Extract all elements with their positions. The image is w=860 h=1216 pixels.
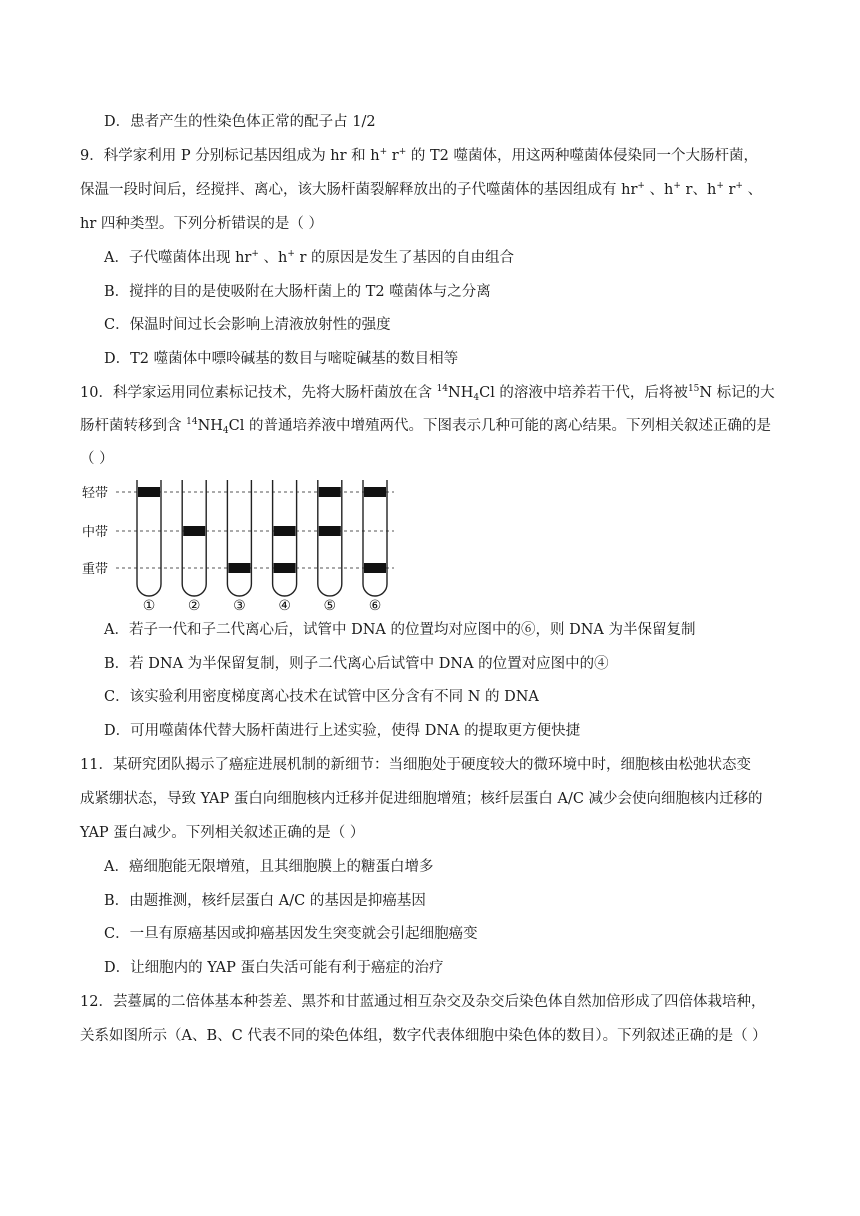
q11-option-d: D．让细胞内的 YAP 蛋白失活可能有利于癌症的治疗	[104, 960, 444, 976]
band-label-middle: 中带	[82, 525, 109, 540]
tube-label: ④	[278, 598, 291, 614]
q9-option-d: D．T2 噬菌体中嘌呤碱基的数目与嘧啶碱基的数目相等	[104, 351, 459, 367]
q9-stem-line-1: 9．科学家利用 P 分别标记基因组成为 hr 和 h+ r+ 的 T2 噬菌体，用这两种噬菌体侵染同一个大肠杆菌，	[80, 147, 759, 164]
q10-stem-line-3: （ ）	[80, 451, 114, 467]
centrifuge-tubes-figure	[80, 476, 410, 616]
q12-stem-line-1: 12．芸薹属的二倍体基本种荟差、黑芥和甘蓝通过相互杂交及杂交后染色体自然加倍形成了四倍体栽培种，	[80, 994, 766, 1010]
tube-6	[363, 480, 387, 614]
dna-band-light	[364, 487, 386, 497]
tube-label: ②	[187, 598, 201, 614]
band-labels	[82, 485, 108, 577]
tube-1	[137, 480, 161, 614]
q8-option-d: D．患者产生的性染色体正常的配子占 1/2	[104, 114, 376, 130]
tube-outline	[273, 480, 297, 596]
tube-2	[182, 480, 206, 614]
q11-stem-line-3: YAP 蛋白减少。下列相关叙述正确的是（ ）	[80, 825, 365, 841]
q11-stem-line-1: 11．某研究团队揭示了癌症进展机制的新细节：当细胞处于硬度较大的微环境中时，细胞核由松弛状态变	[80, 757, 751, 773]
tube-5	[318, 480, 342, 614]
q9-option-b: B．搅拌的目的是使吸附在大肠杆菌上的 T2 噬菌体与之分离	[104, 284, 491, 300]
q9-stem-line-3: hr 四种类型。下列分析错误的是（ ）	[80, 216, 323, 232]
q10-option-d: D．可用噬菌体代替大肠杆菌进行上述实验，使得 DNA 的提取更方便快捷	[104, 723, 581, 739]
dna-band-light	[319, 487, 341, 497]
q11-option-a: A．癌细胞能无限增殖，且其细胞膜上的糖蛋白增多	[104, 859, 434, 875]
q10-stem-line-2: 肠杆菌转移到含 $^{14}NH_4Cl$ 的普通培养液中增殖两代。下图表示几种可能的离心结果。下列相关叙述正确的是	[80, 417, 771, 436]
band-label-light: 轻带	[82, 486, 109, 501]
q10-option-c: C．该实验利用密度梯度离心技术在试管中区分含有不同 N 的 DNA	[104, 689, 539, 705]
tube-outline	[363, 480, 387, 596]
band-guide-lines	[116, 492, 394, 568]
dna-band-middle	[319, 526, 341, 536]
tube-outline	[318, 480, 342, 596]
dna-band-light	[138, 487, 160, 497]
q10-option-b: B．若 DNA 为半保留复制，则子二代离心后试管中 DNA 的位置对应图中的④	[104, 656, 609, 672]
q11-stem-line-2: 成紧绷状态，导致 YAP 蛋白向细胞核内迁移并促进细胞增殖；核纤层蛋白 A/C 减少会使向细胞核内迁移的	[80, 791, 763, 807]
tube-outline	[182, 480, 206, 596]
tube-label: ⑥	[368, 598, 382, 614]
band-label-heavy: 重带	[82, 562, 109, 577]
q10-option-a: A．若子一代和子二代离心后，试管中 DNA 的位置均对应图中的⑥，则 DNA 为半保留复制	[104, 622, 696, 638]
tube-label: ⑤	[323, 598, 337, 614]
tube-outline	[227, 480, 251, 596]
q11-option-b: B．由题推测，核纤层蛋白 A/C 的基因是抑癌基因	[104, 893, 426, 909]
q12-stem-line-2: 关系如图所示（A、B、C 代表不同的染色体组，数字代表体细胞中染色体的数目）。下列叙述正确的是（ ）	[80, 1028, 767, 1044]
tube-outline	[137, 480, 161, 596]
q10-stem-line-1: 10．科学家运用同位素标记技术，先将大肠杆菌放在含 $^{14}NH_4Cl$ 的溶液中培养若干代，后将被$^{15}$N 标记的大	[80, 384, 775, 403]
tube-3	[227, 480, 251, 614]
dna-band-middle	[274, 526, 296, 536]
tube-label: ①	[142, 598, 156, 614]
tube-4	[273, 480, 297, 614]
q9-stem-line-2: 保温一段时间后，经搅拌、离心，该大肠杆菌裂解释放出的子代噬菌体的基因组成有 hr+ 、h+ r、h+ r+ 、	[80, 181, 763, 198]
dna-band-heavy	[228, 563, 250, 573]
dna-band-middle	[183, 526, 205, 536]
q9-option-c: C．保温时间过长会影响上清液放射性的强度	[104, 317, 391, 333]
tube-label: ③	[233, 598, 246, 614]
dna-band-heavy	[274, 563, 296, 573]
q11-option-c: C．一旦有原癌基因或抑癌基因发生突变就会引起细胞癌变	[104, 926, 478, 942]
q9-option-a: A．子代噬菌体出现 hr+ 、h+ r 的原因是发生了基因的自由组合	[104, 249, 515, 266]
dna-band-heavy	[364, 563, 386, 573]
tubes-group	[137, 480, 387, 614]
